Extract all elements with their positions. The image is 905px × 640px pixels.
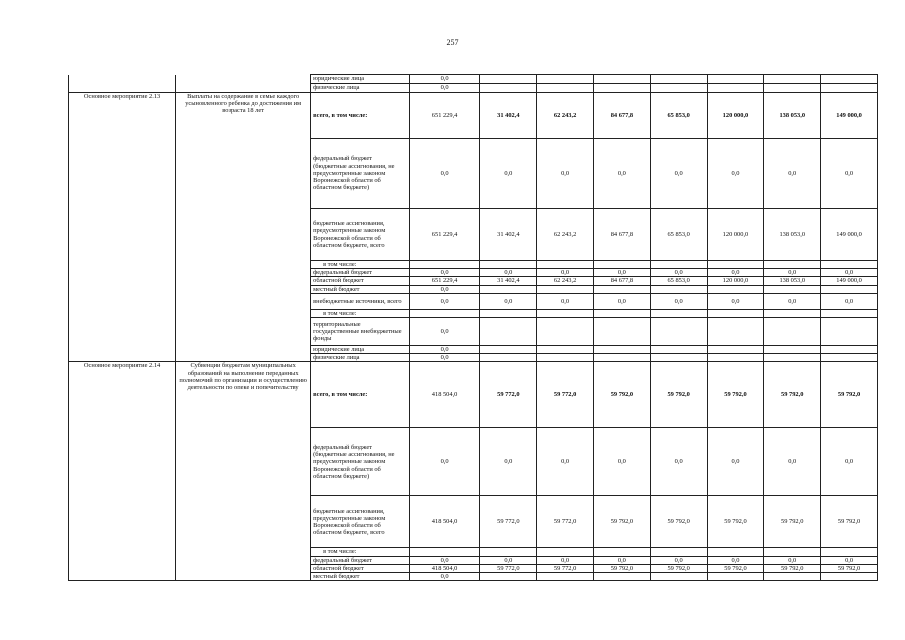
funding-source: юридические лица <box>311 75 410 84</box>
year-value: 138 053,0 <box>764 277 821 285</box>
year-value: 0,0 <box>650 269 707 277</box>
funding-source: федеральный бюджет (бюджетные ассигнования, не предусмотренные законом Воронежской области об областном бюджете) <box>311 428 410 496</box>
year-value <box>480 573 537 581</box>
year-value: 0,0 <box>480 556 537 564</box>
total-value: 0,0 <box>409 139 480 209</box>
year-value: 0,0 <box>537 139 594 209</box>
funding-source: всего, в том числе: <box>311 93 410 139</box>
year-value <box>537 75 594 84</box>
event-label <box>69 75 176 93</box>
year-value: 59 772,0 <box>537 496 594 548</box>
year-value <box>764 318 821 346</box>
year-value: 0,0 <box>821 269 878 277</box>
year-value <box>480 354 537 362</box>
year-value <box>594 346 651 354</box>
year-value <box>764 285 821 293</box>
total-value: 0,0 <box>409 285 480 293</box>
event-description: Выплаты на содержание в семье каждого усыновленного ребенка до достижения им возраста 18 лет <box>176 93 311 362</box>
budget-table <box>68 74 878 581</box>
year-value <box>480 84 537 93</box>
funding-source: в том числе: <box>311 548 410 556</box>
year-value: 0,0 <box>537 293 594 309</box>
page-number: 257 <box>446 38 459 47</box>
table-row <box>69 75 878 84</box>
year-value <box>764 309 821 317</box>
event-label: Основное мероприятие 2.14 <box>69 362 176 581</box>
funding-source: федеральный бюджет <box>311 269 410 277</box>
table-row <box>69 93 878 139</box>
year-value: 0,0 <box>821 428 878 496</box>
year-value <box>480 75 537 84</box>
year-value <box>650 318 707 346</box>
event-label: Основное мероприятие 2.13 <box>69 93 176 362</box>
year-value: 149 000,0 <box>821 277 878 285</box>
year-value: 59 792,0 <box>764 564 821 572</box>
total-value: 418 504,0 <box>409 564 480 572</box>
total-value: 0,0 <box>409 556 480 564</box>
year-value <box>480 548 537 556</box>
year-value <box>707 573 764 581</box>
year-value <box>594 84 651 93</box>
year-value: 65 853,0 <box>650 277 707 285</box>
year-value <box>821 346 878 354</box>
year-value: 59 772,0 <box>537 362 594 428</box>
year-value: 59 772,0 <box>480 496 537 548</box>
year-value: 0,0 <box>650 556 707 564</box>
year-value <box>707 318 764 346</box>
year-value: 0,0 <box>480 293 537 309</box>
year-value: 0,0 <box>650 293 707 309</box>
total-value: 0,0 <box>409 428 480 496</box>
year-value <box>650 75 707 84</box>
year-value: 59 792,0 <box>707 496 764 548</box>
year-value: 59 792,0 <box>594 564 651 572</box>
year-value <box>707 75 764 84</box>
funding-source: бюджетные ассигнования, предусмотренные законом Воронежской области об областном бюджете, всего <box>311 496 410 548</box>
year-value <box>537 84 594 93</box>
total-value: 0,0 <box>409 346 480 354</box>
year-value: 84 677,8 <box>594 93 651 139</box>
year-value <box>537 285 594 293</box>
year-value <box>821 548 878 556</box>
year-value: 0,0 <box>764 428 821 496</box>
year-value: 0,0 <box>650 139 707 209</box>
year-value: 59 792,0 <box>764 362 821 428</box>
year-value: 59 792,0 <box>821 362 878 428</box>
year-value: 0,0 <box>764 556 821 564</box>
year-value: 59 772,0 <box>480 564 537 572</box>
year-value: 138 053,0 <box>764 93 821 139</box>
year-value <box>650 354 707 362</box>
funding-source: физические лица <box>311 354 410 362</box>
year-value <box>594 75 651 84</box>
year-value: 0,0 <box>821 556 878 564</box>
year-value <box>707 285 764 293</box>
year-value <box>650 573 707 581</box>
total-value: 0,0 <box>409 293 480 309</box>
year-value <box>821 75 878 84</box>
total-value: 0,0 <box>409 573 480 581</box>
year-value <box>707 354 764 362</box>
year-value: 0,0 <box>594 139 651 209</box>
year-value: 0,0 <box>821 293 878 309</box>
year-value <box>594 354 651 362</box>
year-value: 0,0 <box>537 428 594 496</box>
funding-source: местный бюджет <box>311 573 410 581</box>
funding-source: в том числе: <box>311 261 410 269</box>
year-value: 0,0 <box>594 556 651 564</box>
year-value: 0,0 <box>480 269 537 277</box>
year-value: 59 792,0 <box>650 362 707 428</box>
year-value: 0,0 <box>707 556 764 564</box>
year-value: 59 772,0 <box>480 362 537 428</box>
year-value <box>707 346 764 354</box>
year-value <box>764 261 821 269</box>
year-value <box>821 309 878 317</box>
year-value: 120 000,0 <box>707 209 764 261</box>
year-value <box>821 573 878 581</box>
year-value <box>537 318 594 346</box>
funding-source: юридические лица <box>311 346 410 354</box>
year-value: 62 243,2 <box>537 277 594 285</box>
year-value: 0,0 <box>594 293 651 309</box>
year-value: 0,0 <box>594 269 651 277</box>
year-value: 65 853,0 <box>650 209 707 261</box>
year-value: 149 000,0 <box>821 93 878 139</box>
year-value <box>594 573 651 581</box>
year-value <box>537 354 594 362</box>
year-value <box>650 309 707 317</box>
year-value: 62 243,2 <box>537 93 594 139</box>
year-value <box>594 285 651 293</box>
year-value: 0,0 <box>594 428 651 496</box>
year-value <box>764 84 821 93</box>
funding-source: областной бюджет <box>311 564 410 572</box>
year-value <box>764 346 821 354</box>
year-value: 62 243,2 <box>537 209 594 261</box>
year-value: 0,0 <box>764 139 821 209</box>
funding-source: бюджетные ассигнования, предусмотренные законом Воронежской области об областном бюджете, всего <box>311 209 410 261</box>
funding-source: физические лица <box>311 84 410 93</box>
year-value <box>764 354 821 362</box>
year-value <box>650 346 707 354</box>
total-value: 0,0 <box>409 318 480 346</box>
event-description: Субвенции бюджетам муниципальных образований на выполнение переданных полномочий по организации и осуществлению деятельности по опеке и попечительству <box>176 362 311 581</box>
funding-source: федеральный бюджет <box>311 556 410 564</box>
year-value: 0,0 <box>650 428 707 496</box>
year-value: 84 677,8 <box>594 277 651 285</box>
year-value: 0,0 <box>480 428 537 496</box>
year-value <box>537 573 594 581</box>
year-value: 0,0 <box>480 139 537 209</box>
year-value: 65 853,0 <box>650 93 707 139</box>
year-value <box>480 346 537 354</box>
funding-source: областной бюджет <box>311 277 410 285</box>
year-value <box>537 548 594 556</box>
year-value <box>821 285 878 293</box>
year-value <box>594 309 651 317</box>
total-value: 418 504,0 <box>409 496 480 548</box>
year-value: 0,0 <box>764 269 821 277</box>
year-value: 0,0 <box>707 269 764 277</box>
year-value <box>537 309 594 317</box>
funding-source: всего, в том числе: <box>311 362 410 428</box>
year-value <box>764 573 821 581</box>
total-value: 651 229,4 <box>409 209 480 261</box>
funding-source: территориальные государственные внебюджетные фонды <box>311 318 410 346</box>
total-value: 0,0 <box>409 269 480 277</box>
year-value <box>537 346 594 354</box>
year-value: 31 402,4 <box>480 277 537 285</box>
year-value <box>594 318 651 346</box>
total-value: 651 229,4 <box>409 277 480 285</box>
funding-source: федеральный бюджет (бюджетные ассигнования, не предусмотренные законом Воронежской области об областном бюджете) <box>311 139 410 209</box>
year-value: 59 792,0 <box>594 362 651 428</box>
funding-source: местный бюджет <box>311 285 410 293</box>
total-value <box>409 261 480 269</box>
year-value <box>707 84 764 93</box>
year-value: 0,0 <box>707 139 764 209</box>
year-value <box>821 354 878 362</box>
year-value <box>821 84 878 93</box>
year-value: 59 772,0 <box>537 564 594 572</box>
year-value: 59 792,0 <box>821 496 878 548</box>
funding-source: внебюджетные источники, всего <box>311 293 410 309</box>
year-value: 59 792,0 <box>821 564 878 572</box>
year-value <box>821 261 878 269</box>
year-value <box>764 548 821 556</box>
total-value <box>409 548 480 556</box>
table-row <box>69 362 878 428</box>
year-value: 0,0 <box>707 293 764 309</box>
year-value: 120 000,0 <box>707 277 764 285</box>
year-value: 0,0 <box>537 556 594 564</box>
year-value <box>480 261 537 269</box>
year-value: 149 000,0 <box>821 209 878 261</box>
total-value: 0,0 <box>409 84 480 93</box>
year-value <box>594 548 651 556</box>
year-value <box>650 261 707 269</box>
year-value: 0,0 <box>537 269 594 277</box>
year-value: 59 792,0 <box>707 564 764 572</box>
year-value <box>537 261 594 269</box>
year-value <box>650 548 707 556</box>
year-value: 0,0 <box>821 139 878 209</box>
year-value <box>707 548 764 556</box>
year-value: 0,0 <box>707 428 764 496</box>
year-value: 59 792,0 <box>594 496 651 548</box>
total-value: 651 229,4 <box>409 93 480 139</box>
year-value: 59 792,0 <box>650 564 707 572</box>
year-value <box>821 318 878 346</box>
year-value <box>480 285 537 293</box>
year-value <box>480 318 537 346</box>
year-value <box>707 261 764 269</box>
year-value: 0,0 <box>764 293 821 309</box>
year-value: 31 402,4 <box>480 93 537 139</box>
total-value <box>409 309 480 317</box>
year-value: 84 677,8 <box>594 209 651 261</box>
year-value <box>707 309 764 317</box>
year-value: 138 053,0 <box>764 209 821 261</box>
total-value: 0,0 <box>409 75 480 84</box>
year-value: 59 792,0 <box>764 496 821 548</box>
year-value: 120 000,0 <box>707 93 764 139</box>
total-value: 418 504,0 <box>409 362 480 428</box>
year-value: 59 792,0 <box>650 496 707 548</box>
total-value: 0,0 <box>409 354 480 362</box>
funding-source: в том числе: <box>311 309 410 317</box>
year-value: 31 402,4 <box>480 209 537 261</box>
year-value <box>650 285 707 293</box>
event-description <box>176 75 311 93</box>
year-value <box>764 75 821 84</box>
year-value <box>480 309 537 317</box>
year-value: 59 792,0 <box>707 362 764 428</box>
year-value <box>594 261 651 269</box>
year-value <box>650 84 707 93</box>
